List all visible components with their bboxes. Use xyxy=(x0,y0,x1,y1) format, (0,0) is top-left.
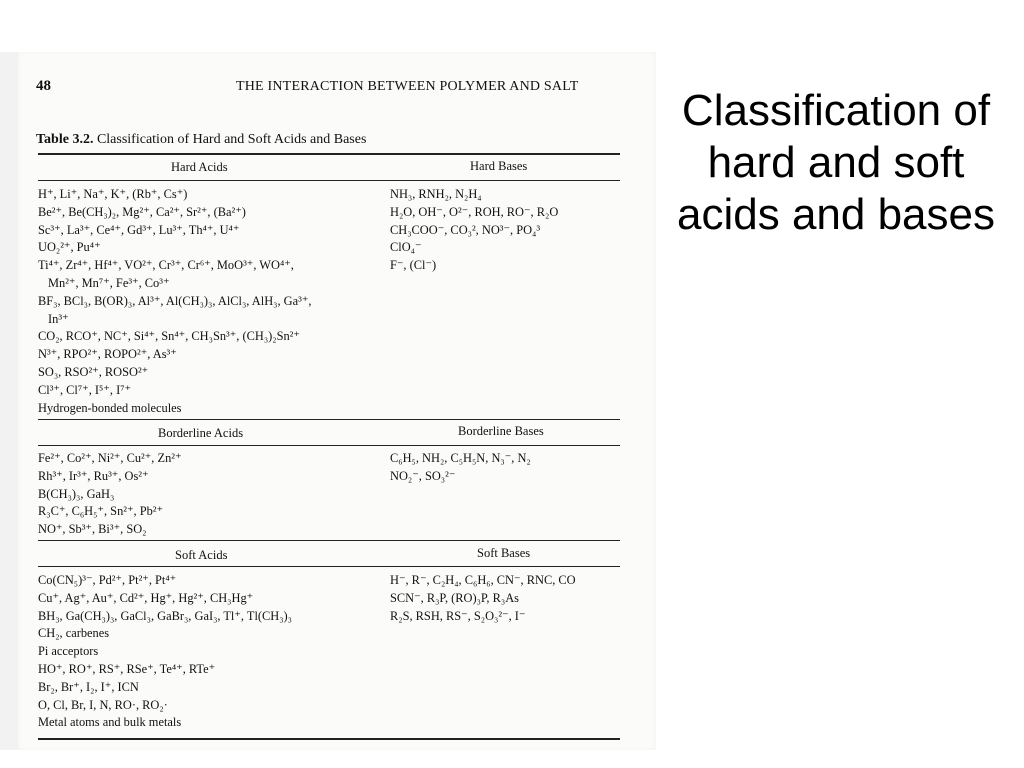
borderline-bases-list xyxy=(390,450,531,486)
table-entry: Metal atoms and bulk metals xyxy=(38,715,182,730)
table-entry: Sc³⁺, La³⁺, Ce⁴⁺, Gd³⁺, Lu³⁺, Th⁴⁺, U⁴⁺ xyxy=(38,222,240,237)
hard-header-rule xyxy=(38,180,620,181)
table-entry: CH₂, carbenes xyxy=(38,626,110,641)
table-entry: Br₂, Br⁺, I₂, I⁺, ICN xyxy=(38,679,139,694)
table-entry: Cu⁺, Ag⁺, Au⁺, Cd²⁺, Hg⁺, Hg²⁺, CH₃Hg⁺ xyxy=(38,590,254,605)
soft-bases-header: Soft Bases xyxy=(477,546,531,560)
table-entry: H⁺, Li⁺, Na⁺, K⁺, (Rb⁺, Cs⁺) xyxy=(38,187,188,201)
table-entry: Pi acceptors xyxy=(38,644,99,659)
borderline-top-rule xyxy=(38,419,620,420)
table-entry: NO₂⁻, SO₃²⁻ xyxy=(390,468,456,483)
borderline-header-rule xyxy=(38,445,620,446)
table-caption-label: Table 3.2. xyxy=(36,132,94,147)
table-entry: SO₃, RSO²⁺, ROSO²⁺ xyxy=(38,364,149,379)
table-entry: B(CH₃)₃, GaH₃ xyxy=(38,486,115,501)
table-entry: R₃C⁺, C₆H₅⁺, Sn²⁺, Pb²⁺ xyxy=(38,504,164,519)
table-entry: CH₃COO⁻, CO₃², NO³⁻, PO₄³ xyxy=(390,222,541,237)
table-entry: NO⁺, Sb³⁺, Bi³⁺, SO₂ xyxy=(38,522,147,537)
borderline-bases-header: Borderline Bases xyxy=(458,424,544,438)
soft-header-rule xyxy=(38,566,620,567)
table-entry: In³⁺ xyxy=(48,311,69,326)
table-caption xyxy=(36,132,366,148)
table-entry: H⁻, R⁻, C₂H₄, C₆H₆, CN⁻, RNC, CO xyxy=(390,573,576,587)
running-head: THE INTERACTION BETWEEN POLYMER AND SALT xyxy=(236,79,579,94)
table-entry: HO⁺, RO⁺, RS⁺, RSe⁺, Te⁴⁺, RTe⁺ xyxy=(38,661,216,676)
table-entry: SCN⁻, R₃P, (RO)₃P, R₃As xyxy=(390,590,519,605)
soft-acids-list xyxy=(38,572,292,732)
slide-title: Classification of hard and soft acids and bases xyxy=(677,86,995,239)
table-bottom-rule xyxy=(38,738,620,740)
table-entry: Fe²⁺, Co²⁺, Ni²⁺, Cu²⁺, Zn²⁺ xyxy=(38,451,182,465)
table-top-rule xyxy=(38,153,620,155)
hard-acids-header: Hard Acids xyxy=(171,160,228,174)
table-entry: NH₃, RNH₂, N₂H₄ xyxy=(390,187,482,201)
table-entry: O, Cl, Br, I, N, RO·, RO₂· xyxy=(38,697,168,712)
table-entry: Hydrogen-bonded molecules xyxy=(38,400,182,415)
soft-acids-header: Soft Acids xyxy=(175,548,228,562)
table-entry: ClO₄⁻ xyxy=(390,240,422,255)
page-paper xyxy=(18,52,656,750)
hard-bases-header: Hard Bases xyxy=(470,159,528,173)
table-entry: BH₃, Ga(CH₃)₃, GaCl₃, GaBr₃, GaI₃, Tl⁺, Tl(CH₃)₃ xyxy=(38,608,293,623)
borderline-acids-list xyxy=(38,450,182,539)
soft-bases-list xyxy=(390,572,576,625)
table-caption-text: Classification of Hard and Soft Acids and Bases xyxy=(96,132,367,147)
borderline-acids-header: Borderline Acids xyxy=(158,426,244,440)
hard-acids-list xyxy=(38,186,311,417)
table-entry: Rh³⁺, Ir³⁺, Ru³⁺, Os²⁺ xyxy=(38,468,149,483)
table-entry: Ti⁴⁺, Zr⁴⁺, Hf⁴⁺, VO²⁺, Cr³⁺, Cr⁶⁺, MoO³⁺, WO⁴⁺, xyxy=(38,258,294,273)
table-entry: UO₂²⁺, Pu⁴⁺ xyxy=(38,240,101,255)
hard-bases-list xyxy=(390,186,558,275)
table-entry: Cl³⁺, Cl⁷⁺, I⁵⁺, I⁷⁺ xyxy=(38,382,132,397)
table-entry: H₂O, OH⁻, O²⁻, ROH, RO⁻, R₂O xyxy=(390,204,559,219)
scanned-textbook-page xyxy=(0,52,656,750)
soft-top-rule xyxy=(38,540,620,541)
table-entry: Be²⁺, Be(CH₃)₂, Mg²⁺, Ca²⁺, Sr²⁺, (Ba²⁺) xyxy=(38,204,246,219)
table-entry: CO₂, RCO⁺, NC⁺, Si⁴⁺, Sn⁴⁺, CH₃Sn³⁺, (CH₃)₂Sn²⁺ xyxy=(38,329,300,344)
table-entry: N³⁺, RPO²⁺, ROPO²⁺, As³⁺ xyxy=(38,347,177,362)
table-entry: C₆H₅, NH₂, C₅H₅N, N₃⁻, N₂ xyxy=(390,451,531,465)
table-entry: BF₃, BCl₃, B(OR)₃, Al³⁺, Al(CH₃)₃, AlCl₃, AlH₃, Ga³⁺, xyxy=(38,293,312,308)
table-entry: F⁻, (Cl⁻) xyxy=(390,258,437,273)
table-entry: R₂S, RSH, RS⁻, S₂O₃²⁻, I⁻ xyxy=(390,608,526,623)
table-entry: Mn²⁺, Mn⁷⁺, Fe³⁺, Co³⁺ xyxy=(48,275,170,290)
table-entry: Co(CN₅)³⁻, Pd²⁺, Pt²⁺, Pt⁴⁺ xyxy=(38,573,177,587)
page-number: 48 xyxy=(36,78,51,94)
